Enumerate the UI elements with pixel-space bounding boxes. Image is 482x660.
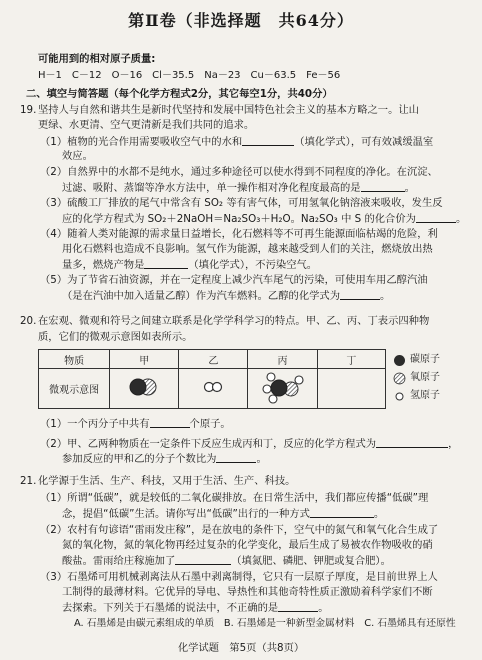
q21-part1-line1: （1）所谓“低碳”，就是较低的二氧化碳排放。在日常生活中，我们都应传播“低碳”理 [40, 492, 429, 504]
q20-part2-line2: 参加反应的甲和乙的分子个数比为 。 [62, 453, 267, 465]
q21-part2-line3: 酸盐。雷雨给庄稼施加了 （填氮肥、磷肥、钾肥或复合肥）。 [62, 555, 391, 567]
q20-intro-line2: 质，它们的微观示意图如表所示。 [38, 331, 193, 343]
q20-part2-line1: （2）甲、乙两种物质在一定条件下反应生成丙和丁，反应的化学方程式为 ， [40, 438, 459, 450]
answer-blank[interactable] [361, 180, 405, 192]
q19-part3-line2: 应的化学方程式为 SO₂＋2NaOH＝Na₂SO₃＋H₂O。Na₂SO₃ 中 S 的化合价为 。 [62, 213, 467, 225]
q21-part3-line1: （3）石墨烯可用机械剥离法从石墨中剥离制得，它只有一层原子厚度，是目前世界上人 [40, 571, 438, 583]
q21-part3-line3: 去探索。下列关于石墨烯的说法中，不正确的是 。 [62, 602, 329, 614]
atomic-mass-values: H－1 C－12 O－16 Cl－35.5 Na－23 Cu－63.5 Fe－56 [38, 70, 341, 81]
q19-intro-line1: 坚持人与自然和谐共生是新时代坚持和发展中国特色社会主义的基本方略之一。让山 [38, 104, 419, 116]
q19-part5-line1: （5）为了节省石油资源，并在一定程度上减少汽车尾气的污染，可使用车用乙醇汽油 [40, 274, 428, 286]
molecule-yi [179, 369, 248, 409]
answer-blank[interactable] [242, 134, 294, 146]
molecule-ding [317, 369, 385, 409]
q21-part2-line1: （2）农村有句谚语“雷雨发庄稼”，是在放电的条件下，空气中的氮气和氧气化合生成了 [40, 524, 439, 536]
atomic-mass-heading: 可能用到的相对原子质量: [38, 53, 156, 65]
molecule-bing [248, 369, 317, 409]
q19-part5-line2: （是在汽油中加入适量乙醇）作为汽车燃料。乙醇的化学式为 。 [62, 290, 391, 302]
table-header-jia: 甲 [110, 350, 179, 369]
answer-blank[interactable] [340, 288, 380, 300]
h2-molecule-icon [198, 377, 228, 397]
answer-blank[interactable] [376, 436, 448, 448]
q21-options: A. 石墨烯是由碳元素组成的单质 B. 石墨烯是一种新型金属材料 C. 石墨烯具有还原性 [74, 618, 456, 629]
answer-blank[interactable] [175, 553, 231, 565]
question-number-21: 21. [20, 475, 37, 487]
ch3oh-molecule-icon [258, 369, 306, 405]
answer-blank[interactable] [150, 416, 190, 428]
page-title: 第Ⅱ卷（非选择题 共64分） [128, 11, 354, 30]
table-header-substance: 物质 [39, 350, 110, 369]
q20-intro-line1: 在宏观、微观和符号之间建立联系是化学学科学习的特点。甲、乙、丙、丁表示四种物 [38, 315, 430, 327]
q19-part4-line1: （4）随着人类对能源的需求量日益增长，化石燃料等不可再生能源面临枯竭的危险，利 [40, 228, 438, 240]
q19-part2-line2: 过滤、吸附、蒸馏等净水方法中，单一操作相对净化程度最高的是 。 [62, 182, 415, 194]
section-heading: 二、填空与简答题（每个化学方程式2分，其它每空1分，共40分） [26, 88, 333, 100]
table-header-bing: 丙 [248, 350, 317, 369]
q19-part2-line1: （2）自然界中的水都不是纯水，通过多种途径可以使水得到不同程度的净化。在沉淀、 [40, 166, 438, 178]
hydrogen-atom-icon [393, 390, 406, 403]
table-header-yi: 乙 [179, 350, 248, 369]
q19-part4-line3: 量多，燃烧产物是 （填化学式），不污染空气。 [62, 259, 318, 271]
q19-part1-line1: （1）植物的光合作用需要吸收空气中的水和 （填化学式），可有效减缓温室 [40, 136, 434, 148]
q21-part1-line2: 念，提倡“低碳”生活。请你写出“低碳”出行的一种方式 。 [62, 508, 385, 520]
q19-part1-line2: 效应。 [62, 150, 93, 162]
question-number-19: 19. [20, 104, 37, 116]
q21-part2-line2: 氮的氧化物，氮的氧化物再经过复杂的化学变化，最后生成了易被农作物吸收的硝 [62, 539, 433, 551]
q21-intro: 化学源于生活、生产、科技，又用于生活、生产、科技。 [38, 475, 296, 487]
q19-part3-line1: （3）硫酸工厂排放的尾气中常含有 SO₂ 等有害气体，可用氢氧化钠溶液来吸收，发生反 [40, 197, 443, 209]
carbon-atom-icon [393, 354, 406, 367]
question-number-20: 20. [20, 315, 37, 327]
answer-blank[interactable] [216, 451, 256, 463]
answer-blank[interactable] [310, 506, 374, 518]
table-row-label: 微观示意图 [39, 369, 110, 409]
q21-part3-line2: 工制得的最薄材料。它优异的导电、导热性和其他奇特性质正激励着科学家们不断 [62, 586, 433, 598]
oxygen-atom-icon [393, 372, 406, 385]
answer-blank[interactable] [416, 211, 456, 223]
page-footer: 化学试题 第5页（共8页） [177, 642, 305, 654]
q20-part1: （1）一个丙分子中共有 个原子。 [40, 418, 231, 430]
molecule-jia [110, 369, 179, 409]
molecule-table [38, 349, 386, 409]
q19-part4-line2: 用化石燃料也造成不良影响。氢气作为能源，越来越受到人们的关注，燃烧放出热 [62, 243, 433, 255]
q19-intro-line2: 更绿、水更清、空气更清新是我们共同的追求。 [38, 119, 255, 131]
co-molecule-icon [124, 374, 164, 400]
exam-page: 第Ⅱ卷（非选择题 共64分） 可能用到的相对原子质量: H－1 C－12 O－16 Cl－35.5 Na－23 Cu－63.5 Fe－56 二、填空与简答题（每个化学方程式2分，其它每空1分，共40分） 19. 坚持人与自然和谐共生是新时代坚持和发展中国特色社会主义的基本方略之一。让山 更绿、水更清、空气更清新是我们共同的追求。 （1）植物的光合作用需要吸收空气中的水和 （填化学式），可有效减缓温室 效应。 （2）自然界中的水都不是纯水，通过多种途径可以使水得到不同程度的净化。在沉淀、 过滤、吸附、蒸馏等净水方法中，单一操作相对净化程度最高的是 。 （3）硫酸工厂排放的尾气中常含有 SO₂ 等有害气体，可用氢氧化钠溶液来吸收，发生反 应的化学方程式为 SO₂＋2NaOH＝Na₂SO₃＋H₂O。Na₂SO₃ 中 S 的化合价为 。 （4）随着人类对能源的需求量日益增长，化石燃料等不可再生能源面临枯竭的危险，利 用化石燃料也造成不良影响。氢气作为能源，越来越受到人们的关注，燃烧放出热 量多，燃烧产物是 （填化学式），不污染空气。 （5）为了节省石油资源，并在一定程度上减少汽车尾气的污染，可使用车用乙醇汽油 （是在汽油中加入适量乙醇）作为汽车燃料。乙醇的化学式为 。 20. 在宏观、微观和符号之间建立联系是化学学科学习的特点。甲、乙、丙、丁表示四种物 质，它们的微观示意图如表所示。 物质 甲 乙 丙 丁 微观示意图 碳原子 氧原子 氢原子 （1）一个丙分子中共有 个原子。 （2）甲、乙两种物质在一定条件下反应生成丙和丁，反应的化学方程式为 ， 参加反应的甲和乙的分子个数比为 。 21. 化学源于生活、生产、科技，又用于生活、生产、科技。 （1）所谓“低碳”，就是较低的二氧化碳排放。在日常生活中，我们都应传播“低碳”理 念，提倡“低碳”生活。请你写出“低碳”出行的一种方式 。 （2）农村有句谚语“雷雨发庄稼”，是在放电的条件下，空气中的氮气和氧气化合生成了 氮的氧化物，氮的氧化物再经过复杂的化学变化，最后生成了易被农作物吸收的硝 酸盐。雷雨给庄稼施加了 （填氮肥、磷肥、钾肥或复合肥）。 （3）石墨烯可用机械剥离法从石墨中剥离制得，它只有一层原子厚度，是目前世界上人 工制得的最薄材料。它优异的导电、导热性和其他奇特性质正激励着科学家们不断 去探索。下列关于石墨烯的说法中，不正确的是 。 A. 石墨烯是由碳元素组成的单质 B. 石墨烯是一种新型金属材料 C. 石墨烯具有还原性 化学试题 第5页（共8页） [0, 0, 482, 660]
table-header-ding: 丁 [317, 350, 385, 369]
answer-blank[interactable] [278, 600, 318, 612]
answer-blank[interactable] [144, 257, 188, 269]
